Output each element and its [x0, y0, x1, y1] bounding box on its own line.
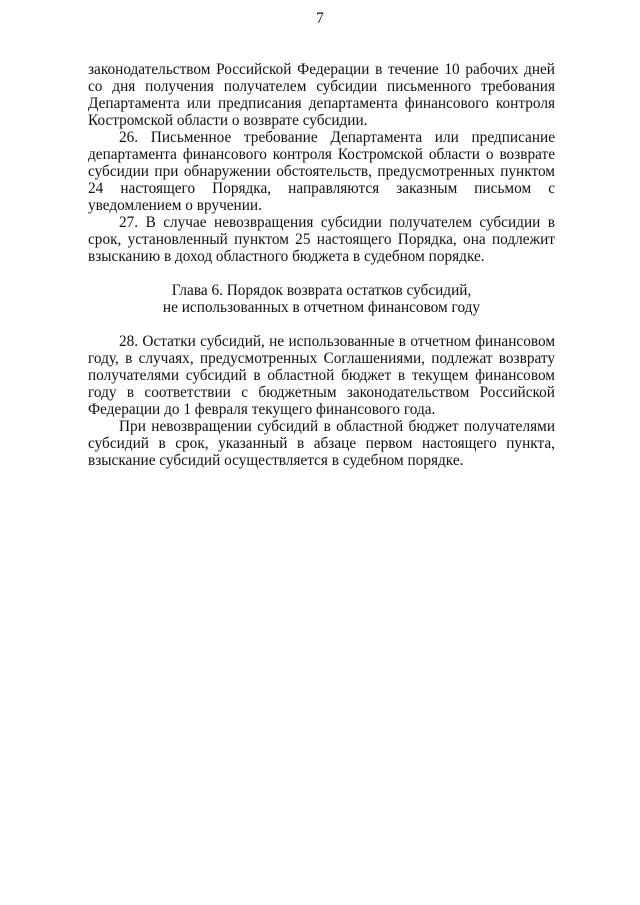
spacer	[88, 316, 555, 333]
chapter-heading-line-2: не использованных в отчетном финансовом году	[162, 299, 481, 316]
spacer	[88, 265, 555, 282]
chapter-heading	[88, 282, 555, 316]
document-body	[88, 61, 555, 469]
page-number: 7	[316, 10, 324, 27]
paragraph-continuation: законодательством Российской Федерации в течение 10 рабочих дней со дня получения получателем субсидии письменного требования Департамента или предписания департамента финансового контроля Костромской области о возврате субсидии.	[88, 61, 555, 129]
paragraph-27: 27. В случае невозвращения субсидии получателем субсидии в срок, установленный пунктом 25 настоящего Порядка, она подлежит взысканию в доход областного бюджета в судебном порядке.	[88, 214, 555, 265]
paragraph-28-second: При невозвращении субсидий в областной бюджет получателями субсидий в срок, указанный в абзаце первом настоящего пункта, взыскание субсидий осуществляется в судебном порядке.	[88, 418, 555, 469]
paragraph-26: 26. Письменное требование Департамента или предписание департамента финансового контроля Костромской области о возврате субсидии при обнаружении обстоятельств, предусмотренных пунктом 24 настоящего Порядка, направляются заказным письмом с уведомлением о вручении.	[88, 129, 555, 214]
chapter-heading-line-1: Глава 6. Порядок возврата остатков субсидий,	[171, 282, 472, 299]
paragraph-28: 28. Остатки субсидий, не использованные в отчетном финансовом году, в случаях, предусмотренных Соглашениями, подлежат возврату получателями субсидий в областной бюджет в текущем финансовом году в соответствии с бюджетным законодательством Российской Федерации до 1 февраля текущего финансового года.	[88, 333, 555, 418]
